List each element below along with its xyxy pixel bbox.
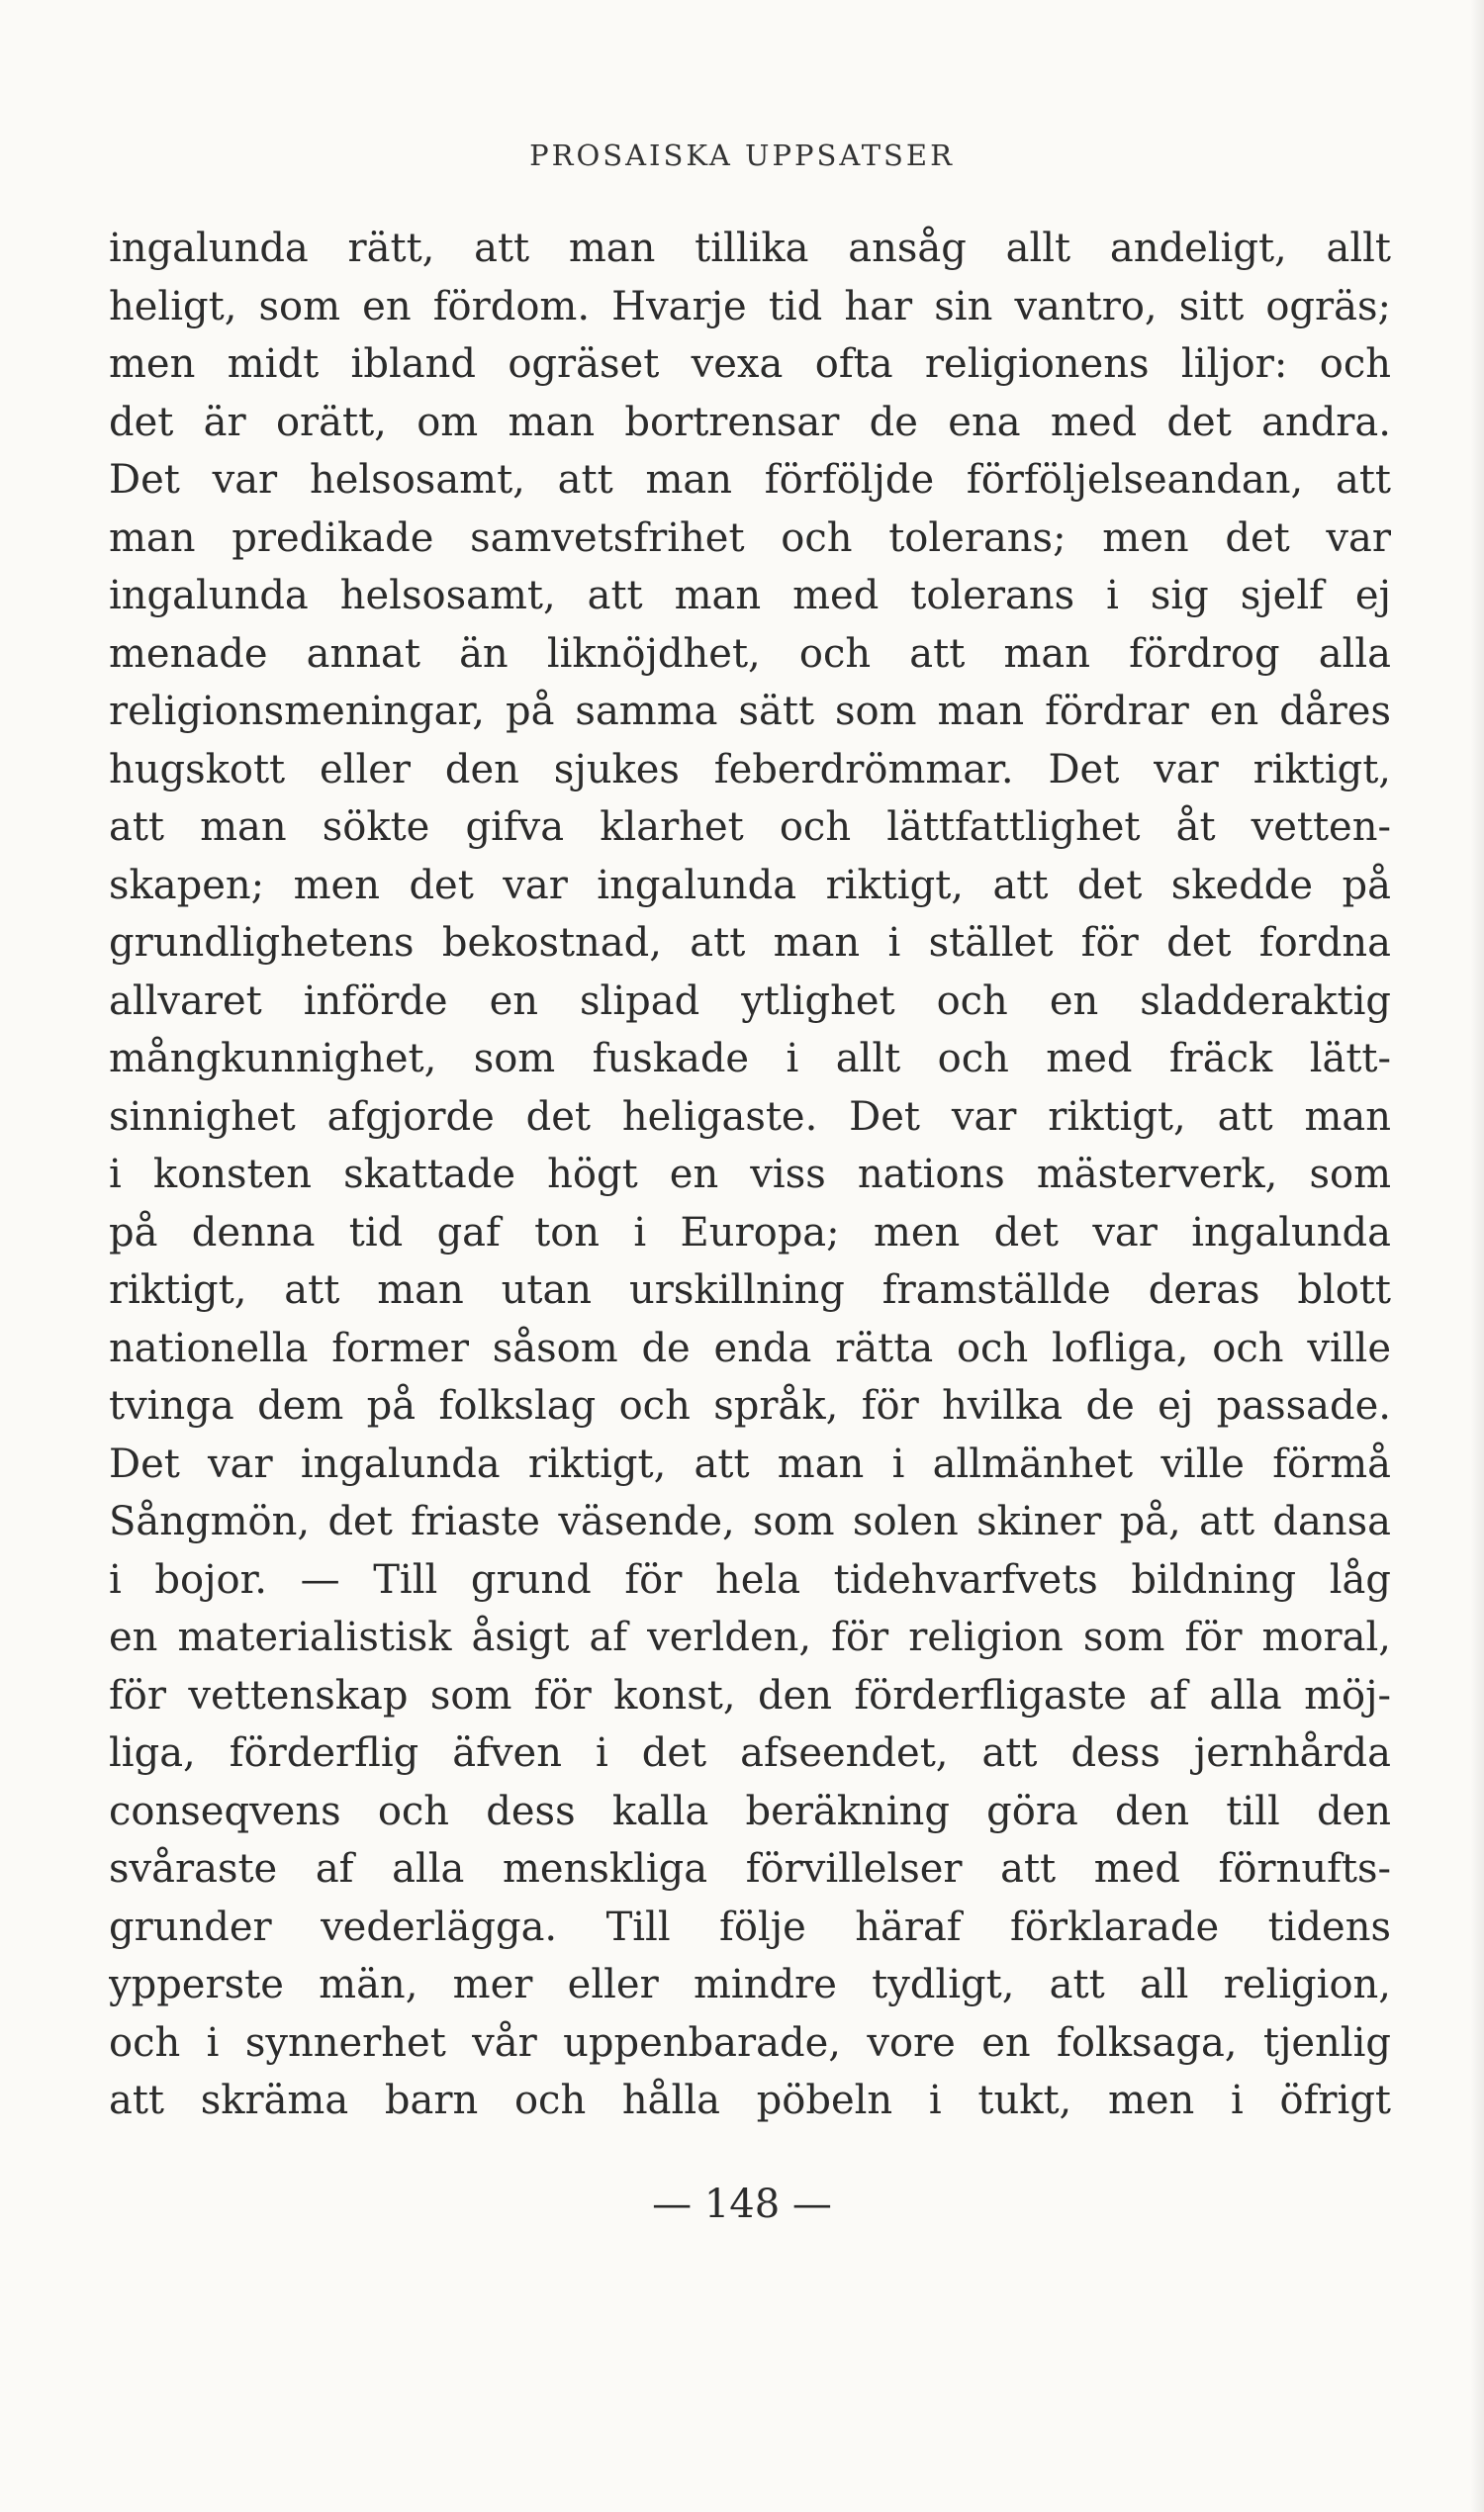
text-line: grundlighetens bekostnad, att man i stället för det fordna <box>109 920 1391 966</box>
text-line: menade annat än liknöjdhet, och att man fördrog alla <box>109 630 1391 677</box>
text-line: tvinga dem på folkslag och språk, för hvilka de ej passade. <box>109 1383 1391 1429</box>
text-line: heligt, som en fördom. Hvarje tid har sin vantro, sitt ogräs; <box>109 283 1391 329</box>
text-line: det är orätt, om man bortrensar de ena med det andra. <box>109 399 1391 445</box>
text-line: Det var ingalunda riktigt, att man i allmänhet ville förmå <box>109 1441 1391 1487</box>
text-line: nationella former såsom de enda rätta och lofliga, och ville <box>109 1325 1391 1371</box>
text-line: på denna tid gaf ton i Europa; men det var ingalunda <box>109 1209 1391 1256</box>
text-line: grunder vederlägga. Till följe häraf förklarade tidens <box>109 1904 1391 1950</box>
text-line: och i synnerhet vår uppenbarade, vore en folksaga, tjenlig <box>109 2019 1391 2066</box>
text-line: sinnighet afgjorde det heligaste. Det var riktigt, att man <box>109 1093 1391 1140</box>
text-line: riktigt, att man utan urskillning framställde deras blott <box>109 1267 1391 1313</box>
text-line: svåraste af alla menskliga förvillelser att med förnufts- <box>109 1846 1391 1892</box>
text-line: conseqvens och dess kalla beräkning göra den till den <box>109 1788 1391 1834</box>
text-line: Det var helsosamt, att man förföljde förföljelseandan, att <box>109 457 1391 503</box>
page-number: — 148 — <box>652 2182 832 2227</box>
text-line: ingalunda helsosamt, att man med tolerans i sig sjelf ej <box>109 573 1391 618</box>
text-line: liga, förderflig äfven i det afseendet, att dess jernhårda <box>109 1730 1391 1776</box>
page-edge-shadow <box>1470 0 1484 2512</box>
running-head: PROSAISKA UPPSATSER <box>529 139 955 172</box>
text-line: mångkunnighet, som fuskade i allt och med fräck lätt- <box>109 1036 1391 1081</box>
text-line: religionsmeningar, på samma sätt som man fördrar en dåres <box>109 689 1391 734</box>
text-line: allvaret införde en slipad ytlighet och en sladderaktig <box>109 977 1391 1024</box>
text-line: men midt ibland ogräset vexa ofta religionens liljor: och <box>109 341 1391 387</box>
text-line: Sångmön, det friaste väsende, som solen skiner på, att dansa <box>109 1499 1391 1544</box>
text-line: för vettenskap som för konst, den förderfligaste af alla möj- <box>109 1672 1391 1719</box>
text-line: hugskott eller den sjukes feberdrömmar. Det var riktigt, <box>109 746 1391 792</box>
text-line: i bojor. — Till grund för hela tidehvarfvets bildning låg <box>109 1556 1391 1603</box>
text-line: en materialistisk åsigt af verlden, för religion som för moral, <box>109 1615 1391 1660</box>
text-line: att skräma barn och hålla pöbeln i tukt, men i öfrigt <box>109 2078 1391 2123</box>
text-line: i konsten skattade högt en viss nations mästerverk, som <box>109 1152 1391 1197</box>
text-line: ypperste män, mer eller mindre tydligt, att all religion, <box>109 1962 1391 2007</box>
body-text <box>109 220 1391 2130</box>
text-line: man predikade samvetsfrihet och tolerans; men det var <box>109 514 1391 561</box>
text-line: skapen; men det var ingalunda riktigt, att det skedde på <box>109 862 1391 908</box>
text-line: att man sökte gifva klarhet och lättfattlighet åt vetten- <box>109 804 1391 850</box>
text-line: ingalunda rätt, att man tillika ansåg allt andeligt, allt <box>109 226 1391 271</box>
